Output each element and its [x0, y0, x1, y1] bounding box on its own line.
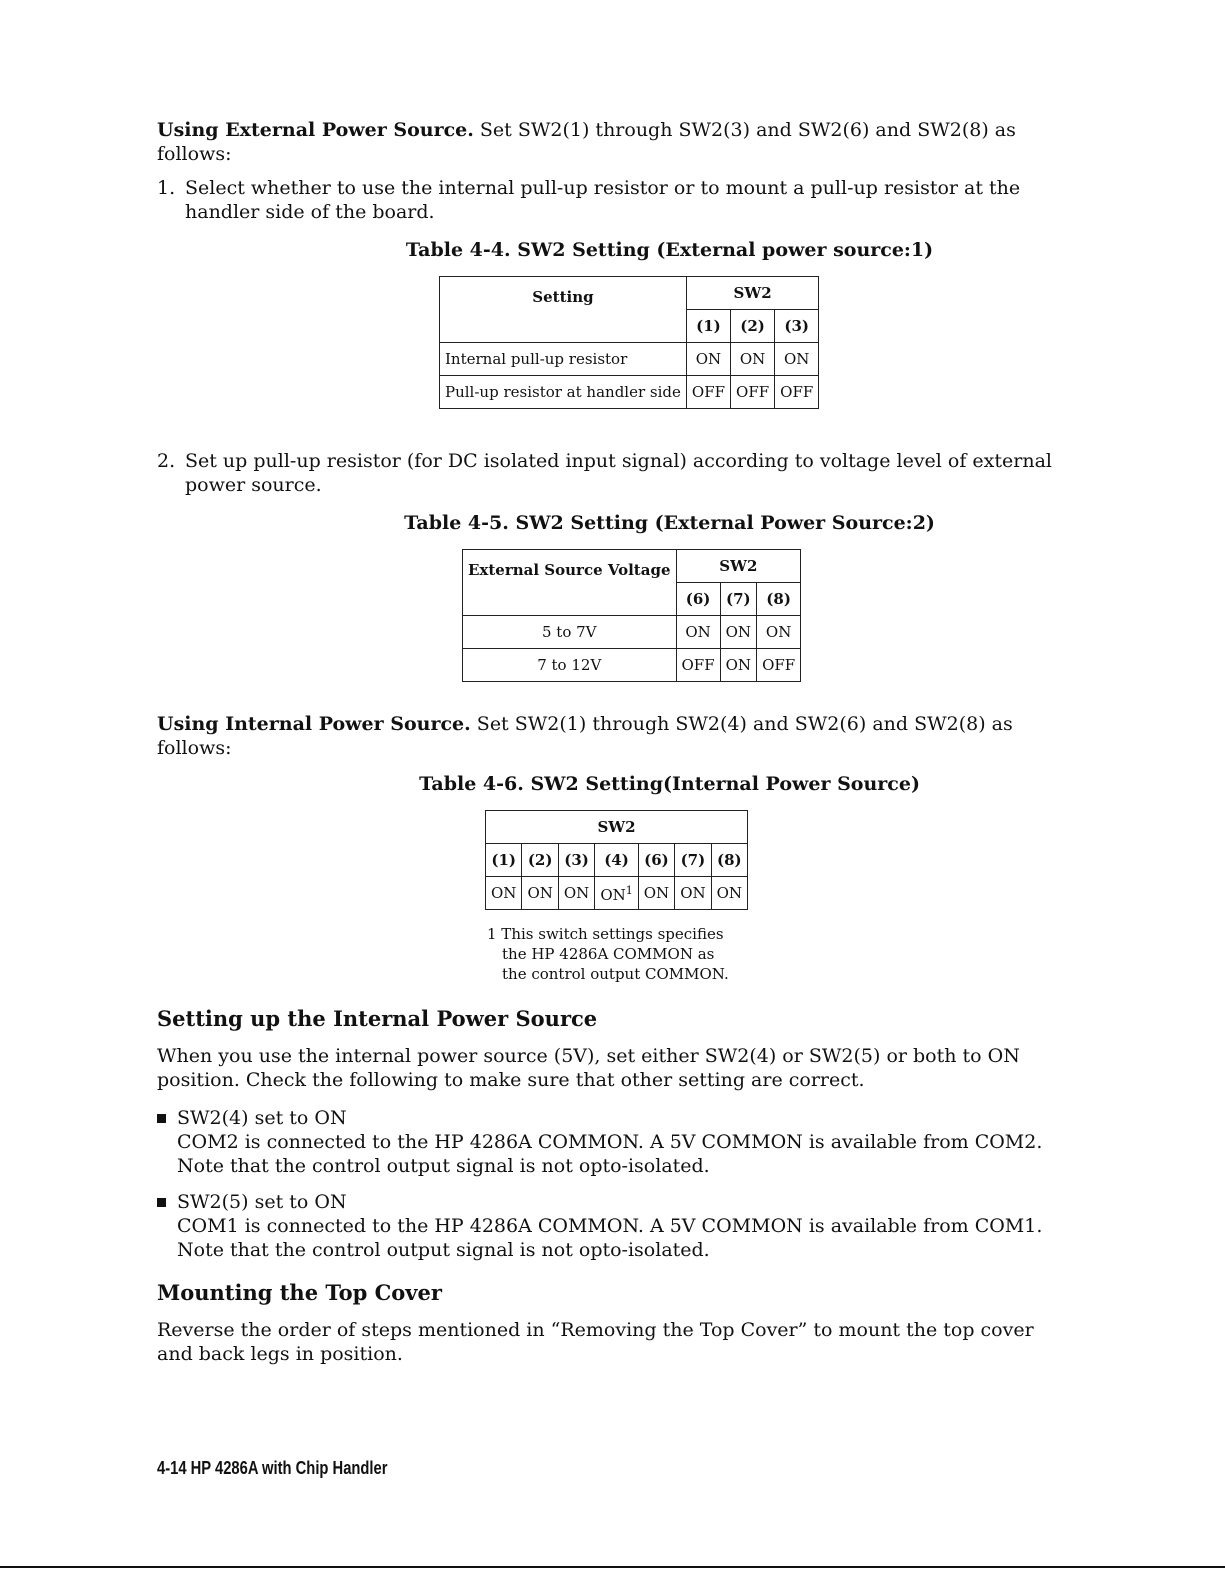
- table-cell: ON: [775, 343, 819, 376]
- table-4-5-row-1-label: 5 to 7V: [463, 616, 677, 649]
- table-row: [463, 616, 801, 649]
- table-4-5-caption: Table 4-5. SW2 Setting (External Power Source:2): [404, 512, 935, 534]
- bullet-2-title: SW2(5) set to ON: [177, 1191, 347, 1213]
- step-1-text: Select whether to use the internal pull-up resistor or to mount a pull-up resistor at the handler side of the board.: [185, 177, 1021, 223]
- cell-value: ON: [600, 886, 626, 904]
- table-cell: ON: [686, 343, 730, 376]
- bottom-divider: [0, 1566, 1225, 1568]
- table-4-6-caption: Table 4-6. SW2 Setting(Internal Power Source): [419, 773, 920, 795]
- table-cell: ON: [522, 877, 558, 910]
- step-2-number: 2.: [157, 450, 176, 472]
- table-4-4-caption: Table 4-4. SW2 Setting (External power source:1): [405, 239, 934, 261]
- internal-power-heading: Using Internal Power Source.: [157, 713, 471, 735]
- table-4-5-sub-8: (8): [757, 583, 801, 616]
- table-4-6-sub-4: (4): [595, 844, 638, 877]
- table-4-5-sw2-header: SW2: [676, 550, 801, 583]
- table-4-6-sub-8: (8): [711, 844, 747, 877]
- table-cell: ON: [676, 616, 720, 649]
- table-4-5-row-2-label: 7 to 12V: [463, 649, 677, 682]
- table-4-6-sw2-header: SW2: [486, 811, 748, 844]
- setup-internal-text: When you use the internal power source (5V), set either SW2(4) or SW2(5) or both to ON position. Check the following to make sure that other setting are correct.: [157, 1045, 1020, 1091]
- table-4-5-sub-7: (7): [720, 583, 756, 616]
- table-cell: OFF: [686, 376, 730, 409]
- table-footnote: [487, 924, 1067, 984]
- external-power-paragraph: [157, 118, 1067, 166]
- table-cell: OFF: [757, 649, 801, 682]
- bullet-square-icon: [157, 1114, 166, 1123]
- table-row: [440, 343, 819, 376]
- table-row: [463, 649, 801, 682]
- table-cell: ON: [720, 649, 756, 682]
- table-4-4-row-1-label: Internal pull-up resistor: [440, 343, 687, 376]
- table-cell: ON: [638, 877, 674, 910]
- mount-cover-text: Reverse the order of steps mentioned in “Removing the Top Cover” to mount the top cover and back legs in position.: [157, 1319, 1034, 1365]
- table-4-5-voltage-header: External Source Voltage: [463, 550, 677, 616]
- bullet-2-line-2: Note that the control output signal is not opto-isolated.: [177, 1239, 710, 1261]
- table-cell: ON: [486, 877, 522, 910]
- footnote-line-2: the HP 4286A COMMON as: [502, 945, 715, 963]
- bullet-2-line-1: COM1 is connected to the HP 4286A COMMON. A 5V COMMON is available from COM1.: [177, 1215, 1043, 1237]
- mount-cover-heading: Mounting the Top Cover: [157, 1280, 442, 1305]
- bullet-1-line-1: COM2 is connected to the HP 4286A COMMON. A 5V COMMON is available from COM2.: [177, 1131, 1043, 1153]
- step-1-number: 1.: [157, 177, 176, 199]
- table-row: [440, 376, 819, 409]
- table-4-4-setting-header: Setting: [440, 277, 687, 343]
- table-4-4-row-2-label: Pull-up resistor at handler side: [440, 376, 687, 409]
- table-4-4-sw2-header: SW2: [686, 277, 818, 310]
- external-power-text: Set SW2(1) through SW2(3) and SW2(6) and SW2(8) as follows:: [157, 119, 1016, 165]
- footnote-line-1: 1 This switch settings specifies: [487, 925, 724, 943]
- table-cell: ON: [757, 616, 801, 649]
- table-4-4-sub-1: (1): [686, 310, 730, 343]
- table-4-4-sub-3: (3): [775, 310, 819, 343]
- table-cell: ON: [558, 877, 594, 910]
- table-cell-with-footnote: [595, 877, 638, 910]
- internal-power-text: Set SW2(1) through SW2(4) and SW2(6) and SW2(8) as follows:: [157, 713, 1013, 759]
- bullet-1-line-2: Note that the control output signal is not opto-isolated.: [177, 1155, 710, 1177]
- page-footer: 4-14 HP 4286A with Chip Handler: [157, 1458, 388, 1478]
- step-2: [157, 449, 1067, 497]
- table-cell: OFF: [676, 649, 720, 682]
- bullet-square-icon: [157, 1198, 166, 1207]
- bullet-sw2-5: [157, 1190, 1067, 1262]
- table-cell: OFF: [731, 376, 775, 409]
- bullet-sw2-4: [157, 1106, 1067, 1178]
- table-cell: ON: [711, 877, 747, 910]
- table-4-6-sub-6: (6): [638, 844, 674, 877]
- page-content: [157, 118, 1067, 1366]
- table-cell: ON: [731, 343, 775, 376]
- table-4-6-sub-7: (7): [675, 844, 711, 877]
- table-4-6-sub-3: (3): [558, 844, 594, 877]
- table-cell: ON: [675, 877, 711, 910]
- setup-internal-heading: Setting up the Internal Power Source: [157, 1006, 598, 1031]
- step-2-text: Set up pull-up resistor (for DC isolated input signal) according to voltage level of external power source.: [185, 450, 1052, 496]
- table-cell: ON: [720, 616, 756, 649]
- footnote-line-3: the control output COMMON.: [502, 965, 729, 983]
- bullet-1-title: SW2(4) set to ON: [177, 1107, 347, 1129]
- table-4-4-sub-2: (2): [731, 310, 775, 343]
- footnote-marker: 1: [625, 884, 633, 897]
- table-cell: OFF: [775, 376, 819, 409]
- table-4-4: [439, 276, 819, 409]
- table-4-5-sub-6: (6): [676, 583, 720, 616]
- external-power-heading: Using External Power Source.: [157, 119, 474, 141]
- table-4-6: [485, 810, 748, 910]
- table-row: [486, 877, 748, 910]
- internal-power-paragraph: [157, 712, 1067, 760]
- table-4-5: [462, 549, 801, 682]
- table-4-6-sub-1: (1): [486, 844, 522, 877]
- table-4-6-sub-2: (2): [522, 844, 558, 877]
- step-1: [157, 176, 1067, 224]
